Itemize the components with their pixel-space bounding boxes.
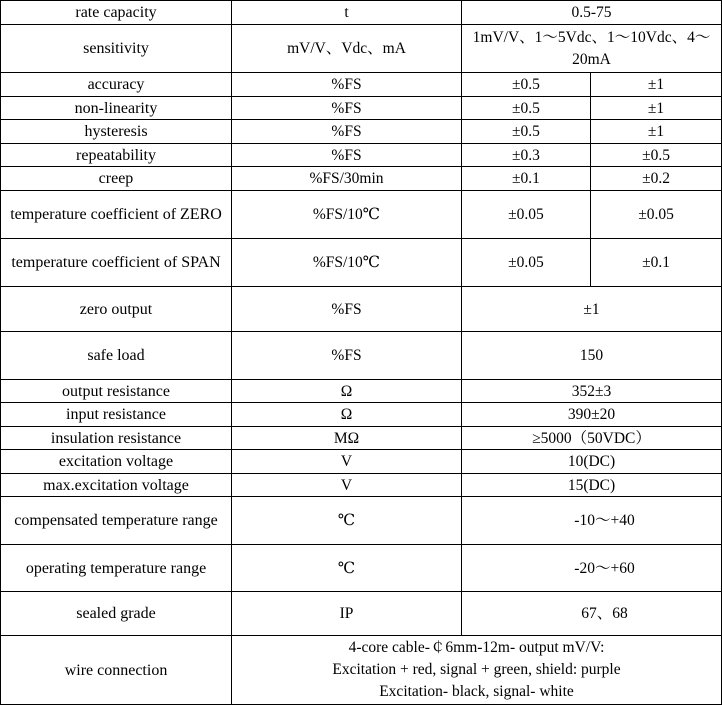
value1-hysteresis: ±0.5 (462, 120, 591, 144)
unit-hysteresis: %FS (232, 120, 462, 144)
unit-output-resistance: Ω (232, 380, 462, 403)
value-zero-output: ±1 (462, 287, 722, 332)
table-row (1, 97, 722, 120)
value2-hysteresis: ±1 (591, 120, 722, 144)
value2-temp-coeff-zero: ±0.05 (591, 191, 722, 239)
value2-repeatability: ±0.5 (591, 144, 722, 167)
param-excitation-voltage: excitation voltage (1, 450, 232, 474)
param-non-linearity: non-linearity (1, 97, 232, 120)
value2-creep: ±0.2 (591, 167, 722, 191)
param-sealed-grade: sealed grade (1, 592, 232, 636)
table-row (1, 497, 722, 545)
unit-max-excitation-voltage: V (232, 474, 462, 497)
value1-temp-coeff-zero: ±0.05 (462, 191, 591, 239)
value-max-excitation-voltage: 15(DC) (462, 474, 722, 497)
table-row (1, 427, 722, 450)
table-row (1, 450, 722, 474)
unit-repeatability: %FS (232, 144, 462, 167)
table-row (1, 592, 722, 636)
table-row (1, 403, 722, 427)
table-row (1, 1, 722, 25)
unit-input-resistance: Ω (232, 403, 462, 427)
param-repeatability: repeatability (1, 144, 232, 167)
table-row (1, 73, 722, 97)
param-temp-coeff-span: temperature coefficient of SPAN (1, 239, 232, 287)
unit-compensated-temp-range: ℃ (232, 497, 462, 545)
table-row (1, 474, 722, 497)
param-operating-temp-range: operating temperature range (1, 545, 232, 592)
param-zero-output: zero output (1, 287, 232, 332)
value1-accuracy: ±0.5 (462, 73, 591, 97)
table-row (1, 120, 722, 144)
unit-insulation-resistance: MΩ (232, 427, 462, 450)
value-wire-connection (232, 636, 722, 705)
param-input-resistance: input resistance (1, 403, 232, 427)
param-wire-connection: wire connection (1, 636, 232, 705)
unit-non-linearity: %FS (232, 97, 462, 120)
table-row (1, 545, 722, 592)
param-sensitivity: sensitivity (1, 25, 232, 73)
table-row (1, 144, 722, 167)
value-insulation-resistance: ≥5000（50VDC） (462, 427, 722, 450)
value-sensitivity: 1mV/V、1～5Vdc、1～10Vdc、4～20mA (462, 25, 722, 73)
value2-temp-coeff-span: ±0.1 (591, 239, 722, 287)
wire-connection-line-3: Excitation- black, signal- white (379, 683, 574, 700)
param-rate-capacity: rate capacity (1, 1, 232, 25)
value-output-resistance: 352±3 (462, 380, 722, 403)
value-excitation-voltage: 10(DC) (462, 450, 722, 474)
table-row (1, 636, 722, 705)
param-hysteresis: hysteresis (1, 120, 232, 144)
value2-accuracy: ±1 (591, 73, 722, 97)
table-row (1, 239, 722, 287)
value1-non-linearity: ±0.5 (462, 97, 591, 120)
param-compensated-temp-range: compensated temperature range (1, 497, 232, 545)
wire-connection-line-2: Excitation + red, signal + green, shield: purple (332, 661, 621, 678)
param-accuracy: accuracy (1, 73, 232, 97)
unit-rate-capacity: t (232, 1, 462, 25)
param-output-resistance: output resistance (1, 380, 232, 403)
unit-accuracy: %FS (232, 73, 462, 97)
value1-temp-coeff-span: ±0.05 (462, 239, 591, 287)
unit-safe-load: %FS (232, 332, 462, 380)
param-insulation-resistance: insulation resistance (1, 427, 232, 450)
value1-repeatability: ±0.3 (462, 144, 591, 167)
wire-connection-line-1: 4-core cable-￠6mm-12m- output mV/V: (348, 639, 605, 656)
param-temp-coeff-zero: temperature coefficient of ZERO (1, 191, 232, 239)
param-max-excitation-voltage: max.excitation voltage (1, 474, 232, 497)
value-input-resistance: 390±20 (462, 403, 722, 427)
table-row (1, 191, 722, 239)
unit-sealed-grade: IP (232, 592, 462, 636)
unit-sensitivity: mV/V、Vdc、mA (232, 25, 462, 73)
unit-temp-coeff-zero: %FS/10℃ (232, 191, 462, 239)
value-rate-capacity: 0.5-75 (462, 1, 722, 25)
unit-excitation-voltage: V (232, 450, 462, 474)
unit-creep: %FS/30min (232, 167, 462, 191)
value-compensated-temp-range: -10～+40 (462, 497, 722, 545)
value-safe-load: 150 (462, 332, 722, 380)
param-safe-load: safe load (1, 332, 232, 380)
table-row (1, 287, 722, 332)
param-creep: creep (1, 167, 232, 191)
unit-zero-output: %FS (232, 287, 462, 332)
table-row (1, 25, 722, 73)
value1-creep: ±0.1 (462, 167, 591, 191)
value-sealed-grade: 67、68 (462, 592, 722, 636)
table-row (1, 167, 722, 191)
table-row (1, 380, 722, 403)
table-row (1, 332, 722, 380)
value2-non-linearity: ±1 (591, 97, 722, 120)
unit-operating-temp-range: ℃ (232, 545, 462, 592)
value-operating-temp-range: -20～+60 (462, 545, 722, 592)
unit-temp-coeff-span: %FS/10℃ (232, 239, 462, 287)
